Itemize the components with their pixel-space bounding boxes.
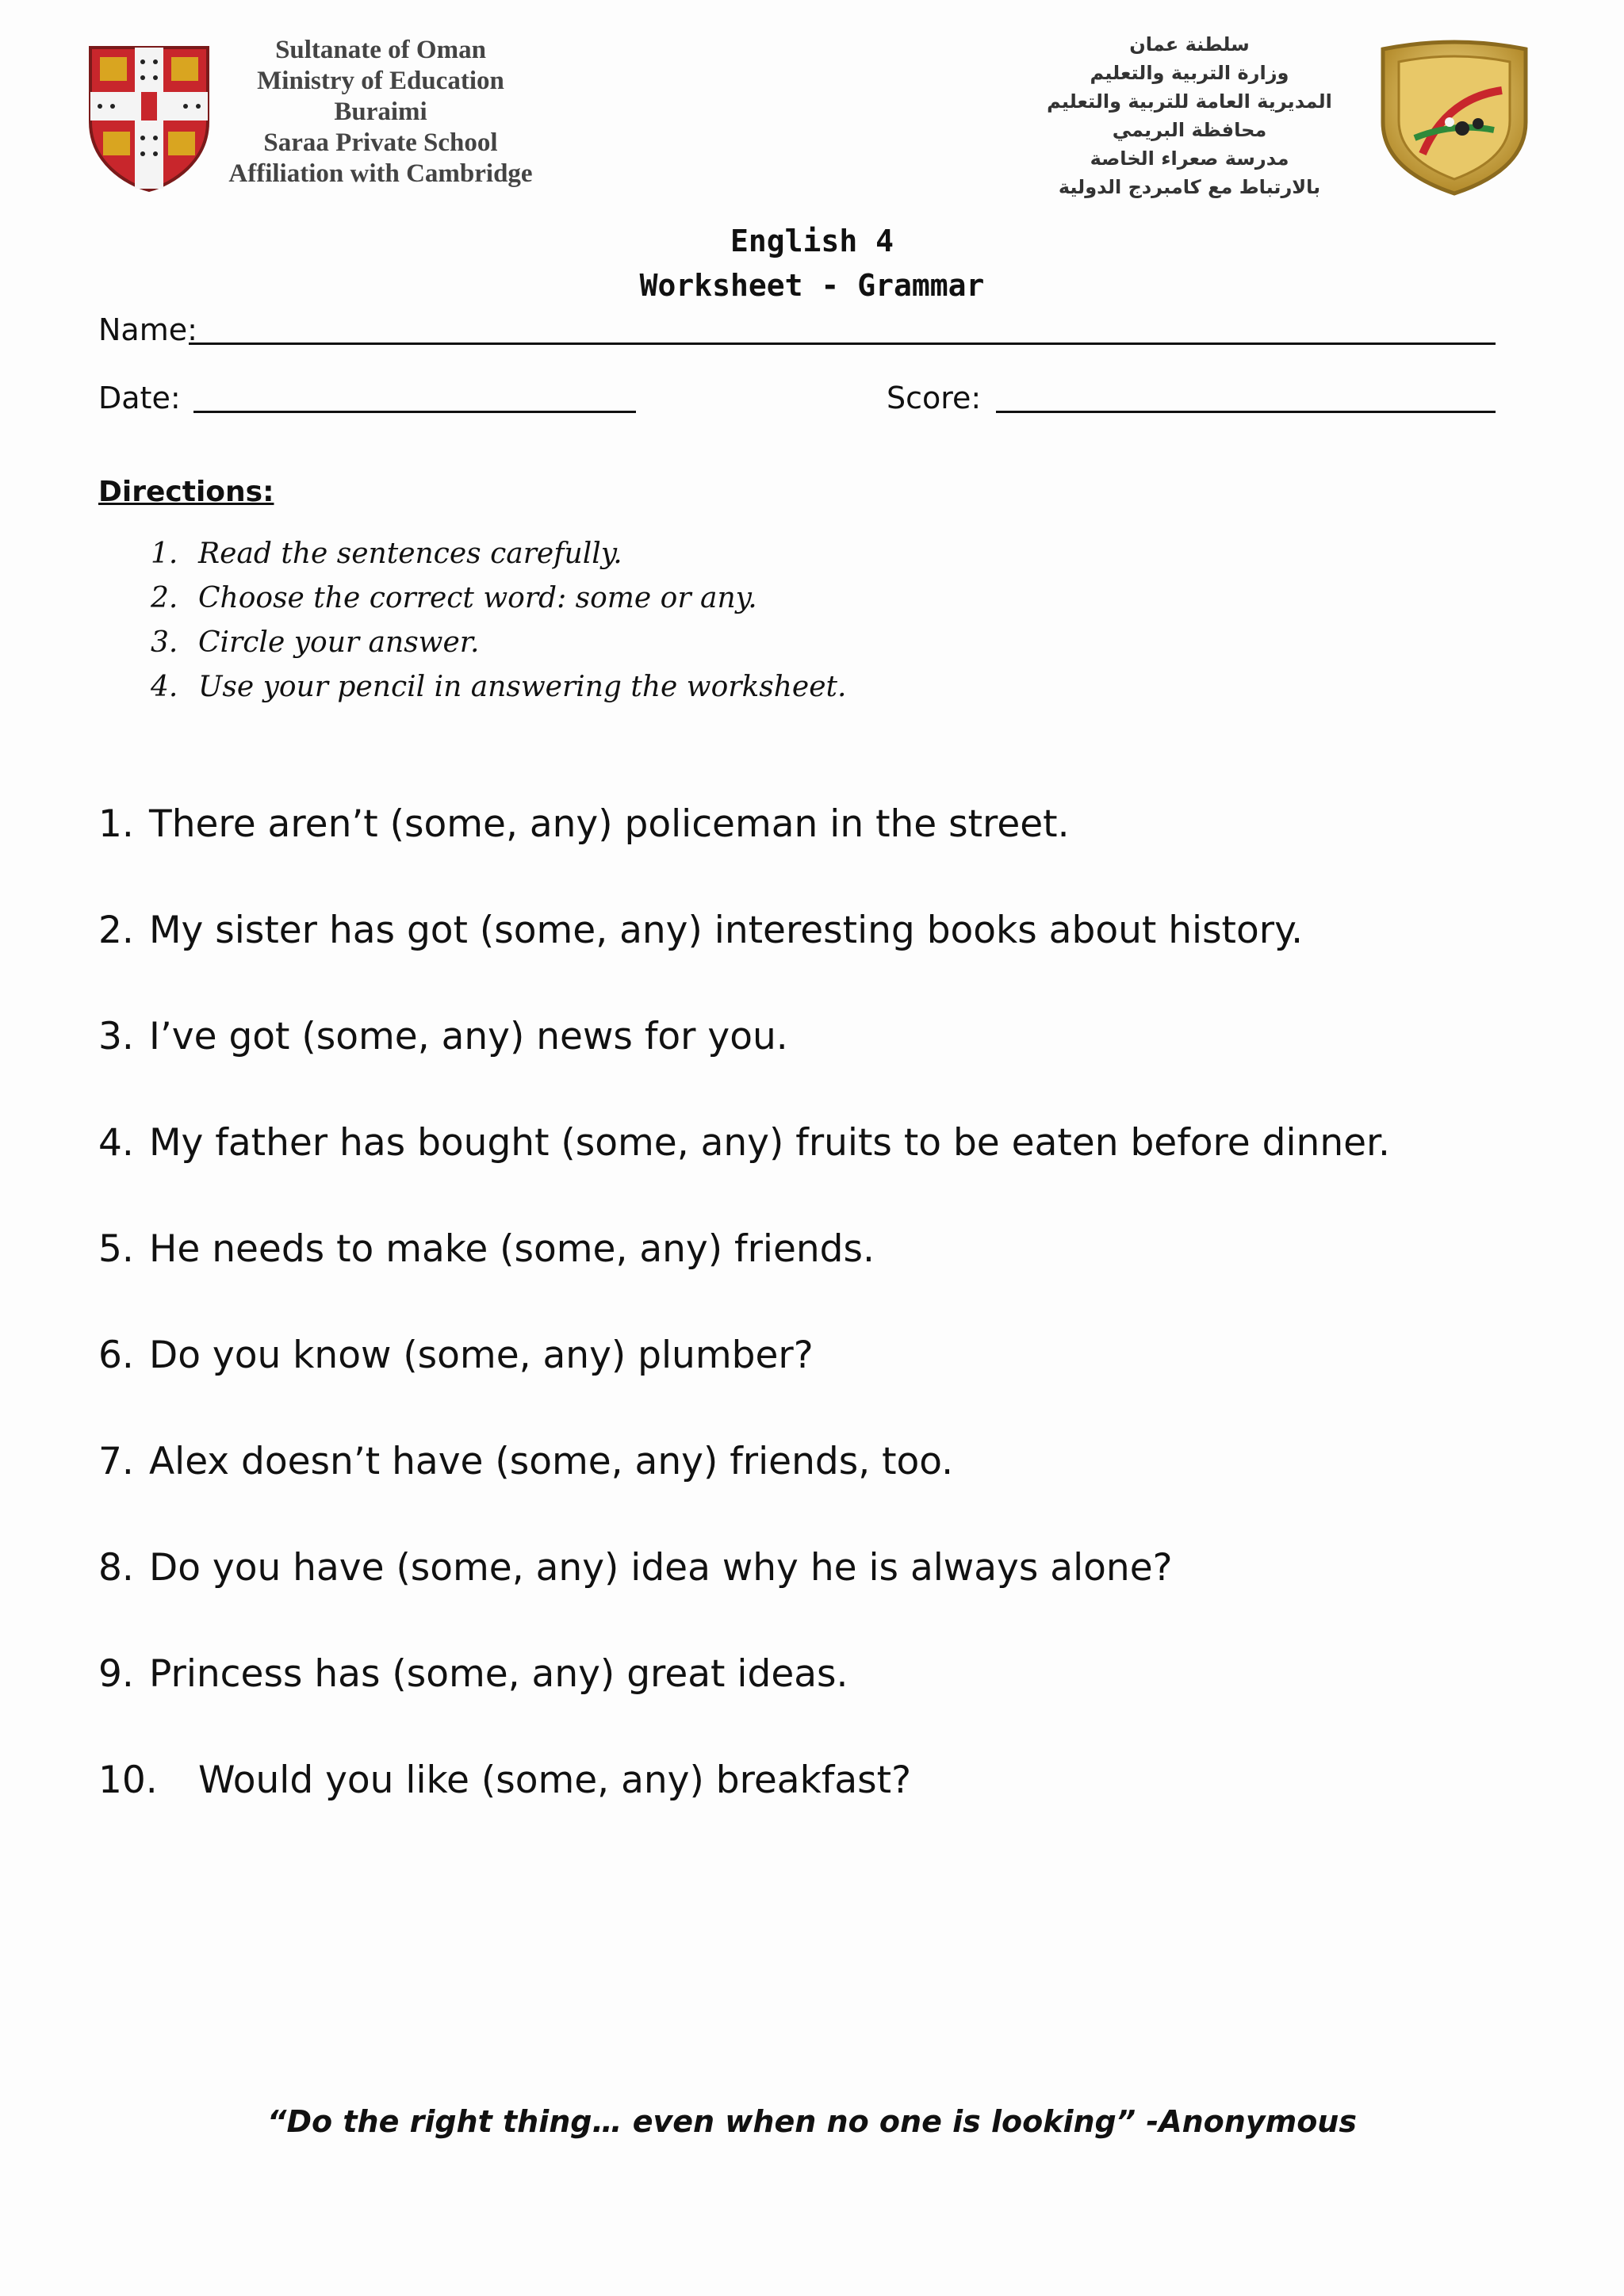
school-line-ar: سلطنة عمان <box>1129 33 1250 55</box>
question-text[interactable]: Do you have (some, any) idea why he is always alone? <box>149 1546 1173 1590</box>
question-number: 10. <box>98 1758 158 1802</box>
direction-text: Read the sentences carefully. <box>198 538 622 570</box>
school-line-ar: وزارة التربية والتعليم <box>1090 62 1289 84</box>
question-item <box>98 1758 1390 1865</box>
question-item <box>98 1546 1390 1652</box>
school-name-arabic <box>1023 30 1356 201</box>
school-emblem-icon <box>1367 35 1542 197</box>
question-item <box>98 802 1390 909</box>
direction-text: Choose the correct word: some or any. <box>198 582 757 614</box>
direction-item <box>151 538 846 582</box>
direction-number: 3. <box>151 626 178 659</box>
question-number: 3. <box>98 1015 134 1058</box>
subject-title: English 4 <box>730 224 894 258</box>
school-line: Ministry of Education <box>257 67 504 95</box>
question-number: 9. <box>98 1652 134 1696</box>
direction-number: 1. <box>151 538 178 570</box>
school-line-ar: بالارتباط مع كامبردج الدولية <box>1058 176 1321 198</box>
worksheet-title: Worksheet - Grammar <box>639 268 985 303</box>
question-list <box>98 802 1390 1865</box>
direction-text: Circle your answer. <box>198 626 480 659</box>
question-text[interactable]: I’ve got (some, any) news for you. <box>149 1015 788 1058</box>
question-item <box>98 1227 1390 1334</box>
score-label: Score: <box>887 381 982 415</box>
direction-item <box>151 626 846 671</box>
directions-list <box>151 538 846 715</box>
score-field[interactable] <box>996 411 1496 413</box>
school-line: Sultanate of Oman <box>275 36 486 64</box>
school-line-ar: محافظة البريمي <box>1112 119 1267 141</box>
footer-quote: “Do the right thing… even when no one is looking” -Anonymous <box>267 2104 1357 2139</box>
school-line-ar: مدرسة صعراء الخاصة <box>1090 147 1289 170</box>
question-text[interactable]: There aren’t (some, any) policeman in the street. <box>149 802 1070 846</box>
school-name-english <box>214 35 547 189</box>
question-item <box>98 1440 1390 1546</box>
school-line-ar: المديرية العامة للتربية والتعليم <box>1047 90 1332 113</box>
direction-number: 2. <box>151 582 178 614</box>
question-item <box>98 1121 1390 1227</box>
question-text[interactable]: Alex doesn’t have (some, any) friends, too. <box>149 1440 954 1483</box>
name-label: Name: <box>98 312 197 347</box>
question-number: 4. <box>98 1121 134 1165</box>
question-text[interactable]: Would you like (some, any) breakfast? <box>198 1758 912 1802</box>
question-text[interactable]: Princess has (some, any) great ideas. <box>149 1652 848 1696</box>
cambridge-crest-icon <box>86 43 213 193</box>
direction-item <box>151 671 846 715</box>
question-text[interactable]: Do you know (some, any) plumber? <box>149 1334 814 1377</box>
school-line: Affiliation with Cambridge <box>228 159 533 188</box>
question-number: 5. <box>98 1227 134 1271</box>
question-number: 6. <box>98 1334 134 1377</box>
direction-text: Use your pencil in answering the worksheet. <box>198 671 847 703</box>
question-number: 1. <box>98 802 134 846</box>
date-field[interactable] <box>193 411 636 413</box>
question-text[interactable]: My father has bought (some, any) fruits to be eaten before dinner. <box>149 1121 1390 1165</box>
question-item <box>98 1015 1390 1121</box>
question-item <box>98 909 1390 1015</box>
question-item <box>98 1334 1390 1440</box>
question-text[interactable]: He needs to make (some, any) friends. <box>149 1227 875 1271</box>
school-line: Buraimi <box>334 98 427 126</box>
question-number: 8. <box>98 1546 134 1590</box>
direction-number: 4. <box>151 671 178 703</box>
question-number: 7. <box>98 1440 134 1483</box>
name-field[interactable] <box>189 342 1496 345</box>
directions-heading: Directions: <box>98 476 274 508</box>
question-number: 2. <box>98 909 134 952</box>
question-item <box>98 1652 1390 1758</box>
direction-item <box>151 582 846 626</box>
school-line: Saraa Private School <box>263 128 498 157</box>
question-text[interactable]: My sister has got (some, any) interesting books about history. <box>149 909 1304 952</box>
date-label: Date: <box>98 381 181 415</box>
